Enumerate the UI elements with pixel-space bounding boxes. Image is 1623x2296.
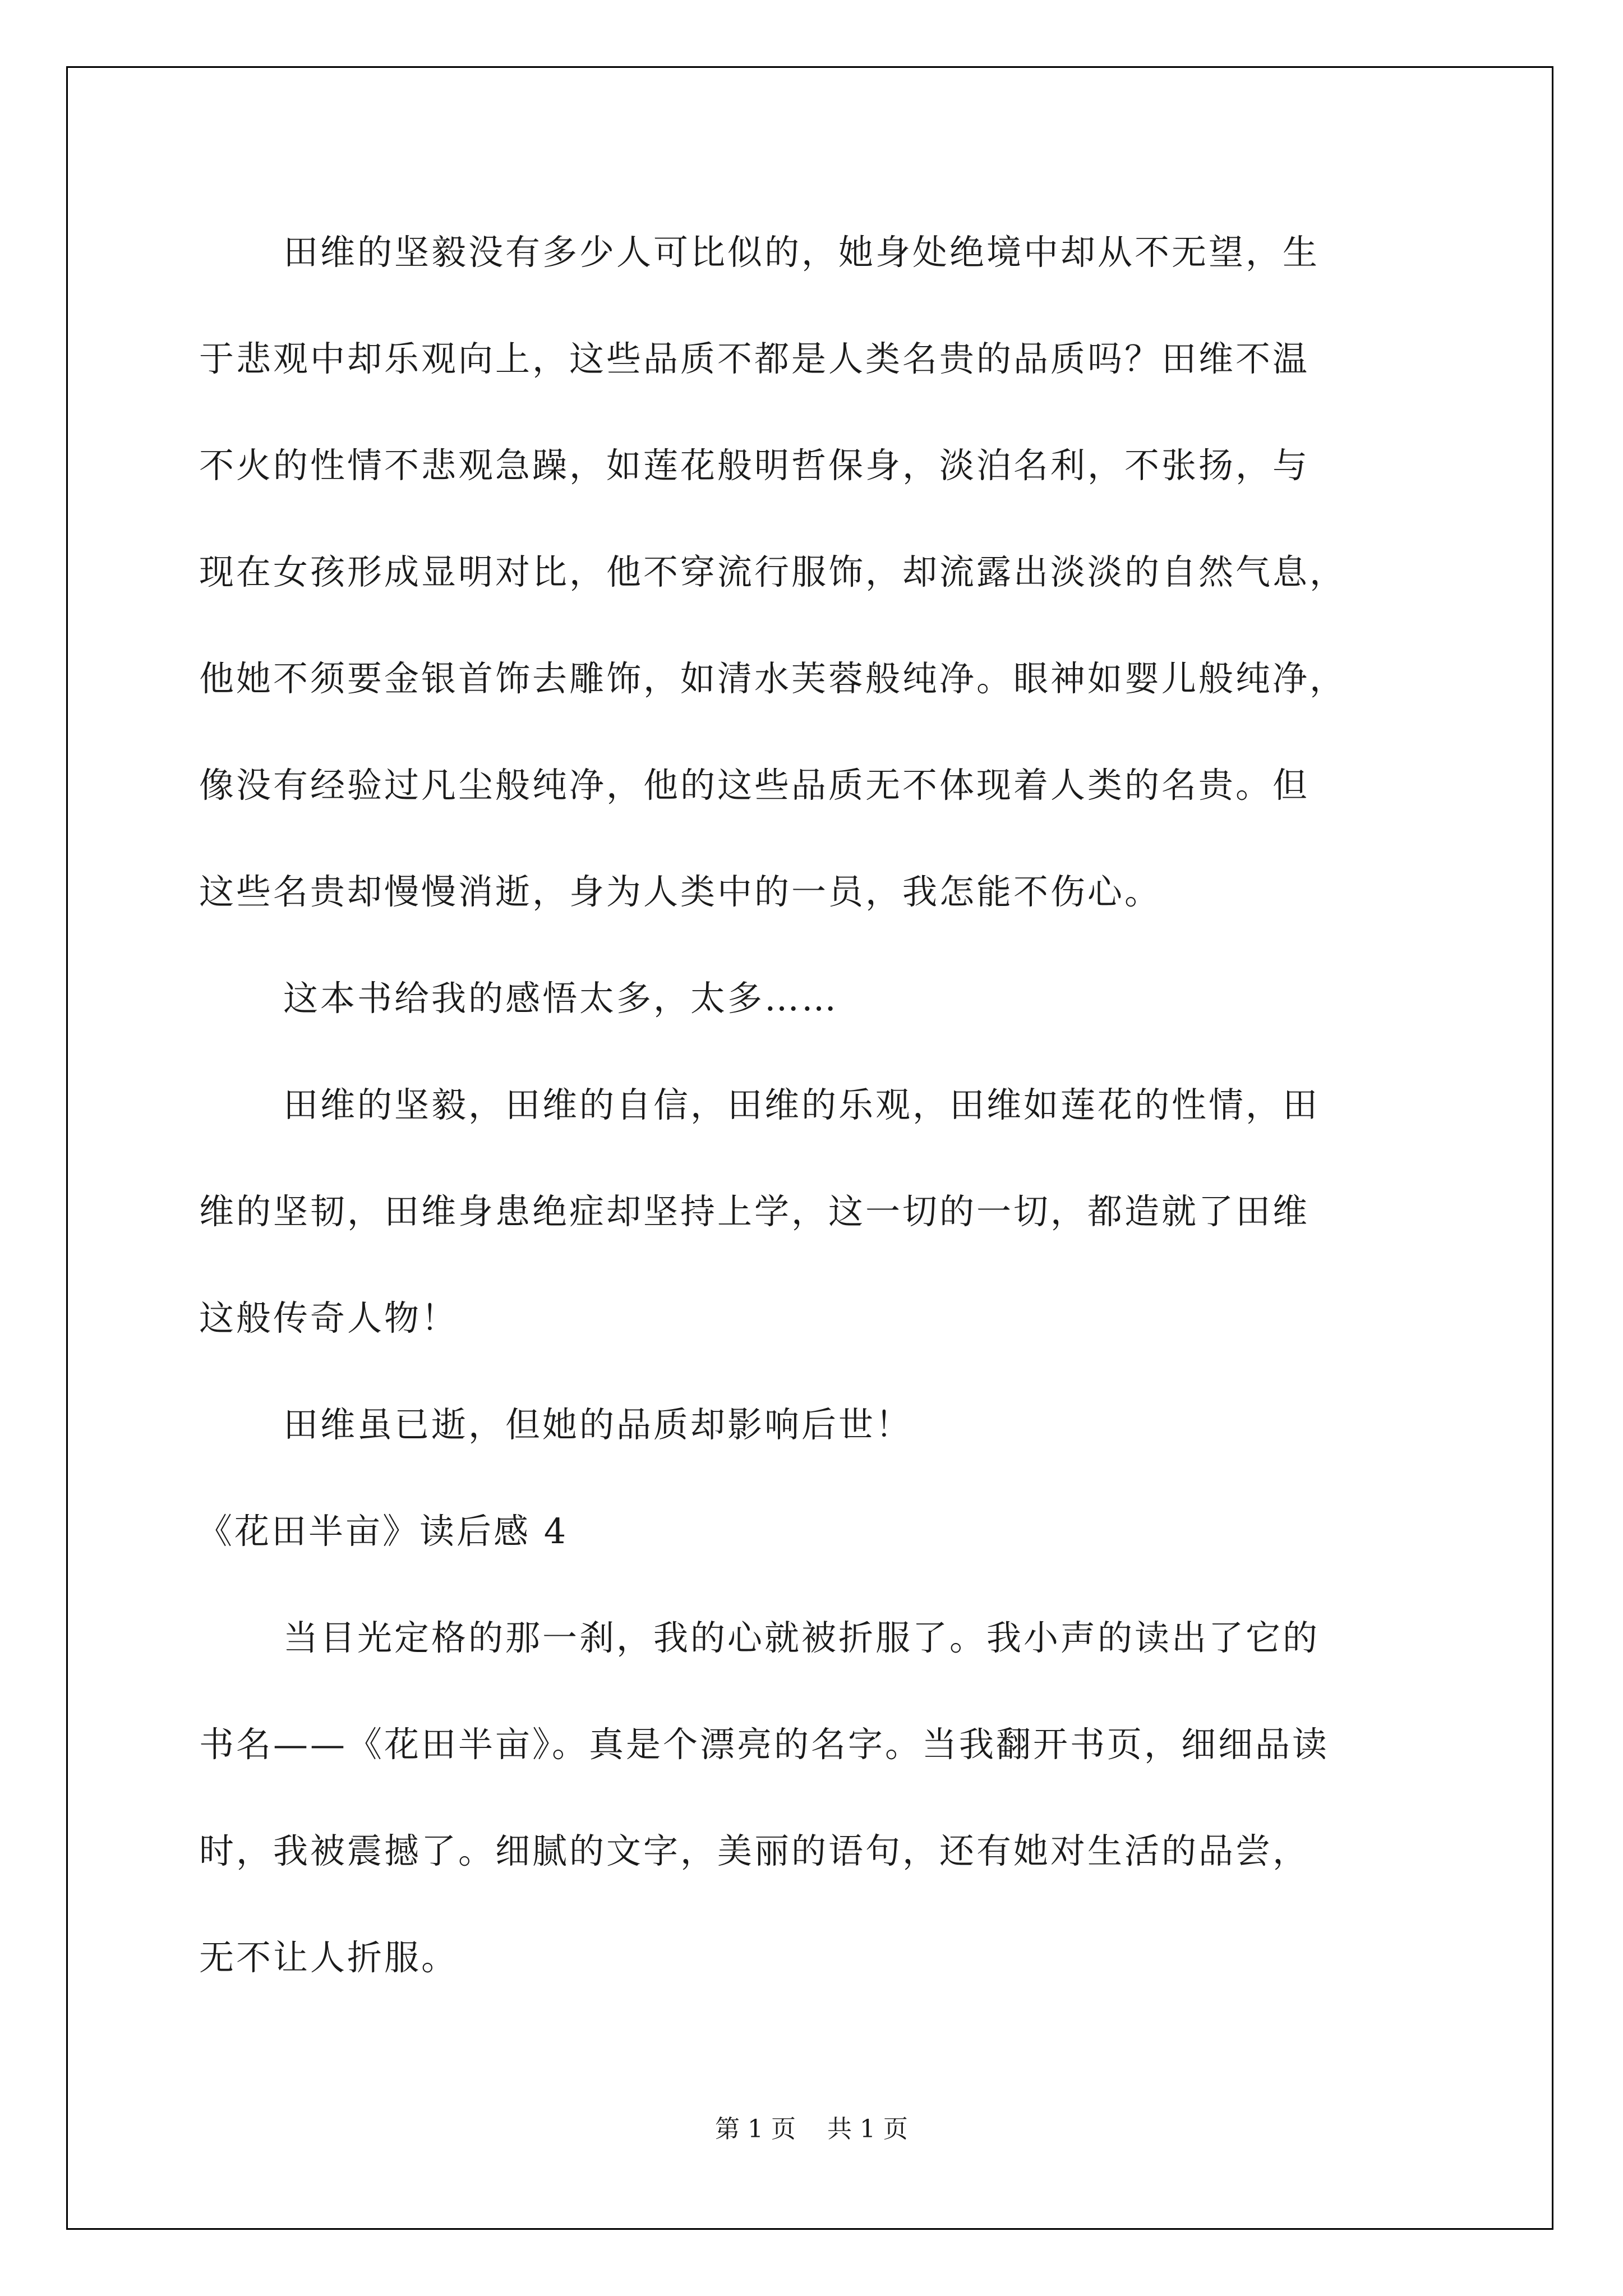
- text-line: 他她不须要金银首饰去雕饰，如清水芙蓉般纯净。眼神如婴儿般纯净，: [199, 658, 1347, 699]
- text-line: 不火的性情不悲观急躁，如莲花般明哲保身，淡泊名利，不张扬，与: [199, 445, 1310, 486]
- text-line: 书名——《花田半亩》。真是个漂亮的名字。当我翻开书页，细细品读: [199, 1724, 1330, 1765]
- text-line: 像没有经验过凡尘般纯净，他的这些品质无不体现着人类的名贵。但: [199, 765, 1310, 806]
- page-number: 第 1 页 共 1 页: [715, 2115, 908, 2143]
- text-line: 维的坚韧，田维身患绝症却坚持上学，这一切的一切，都造就了田维: [199, 1191, 1310, 1232]
- text-line: 这本书给我的感悟太多，太多……: [283, 978, 839, 1019]
- text-line: 田维虽已逝，但她的品质却影响后世！: [283, 1404, 913, 1445]
- text-line: 这般传奇人物！: [199, 1297, 459, 1338]
- text-line: 这些名贵却慢慢消逝，身为人类中的一员，我怎能不伤心。: [199, 871, 1162, 912]
- page-footer: [0, 2114, 1623, 2145]
- text-line: 田维的坚毅没有多少人可比似的，她身处绝境中却从不无望，生: [283, 232, 1320, 273]
- text-line: 当目光定格的那一刹，我的心就被折服了。我小声的读出了它的: [283, 1617, 1320, 1658]
- text-line: 无不让人折服。: [199, 1937, 459, 1978]
- text-line: 现在女孩形成显明对比，他不穿流行服饰，却流露出淡淡的自然气息，: [199, 551, 1347, 592]
- text-line: 时，我被震撼了。细腻的文字，美丽的语句，还有她对生活的品尝，: [199, 1830, 1310, 1871]
- text-line: 田维的坚毅，田维的自信，田维的乐观，田维如莲花的性情，田: [283, 1084, 1320, 1125]
- section-heading: 《花田半亩》读后感 4: [197, 1511, 569, 1552]
- page-border: [66, 66, 1553, 2230]
- text-line: 于悲观中却乐观向上，这些品质不都是人类名贵的品质吗？田维不温: [199, 338, 1310, 379]
